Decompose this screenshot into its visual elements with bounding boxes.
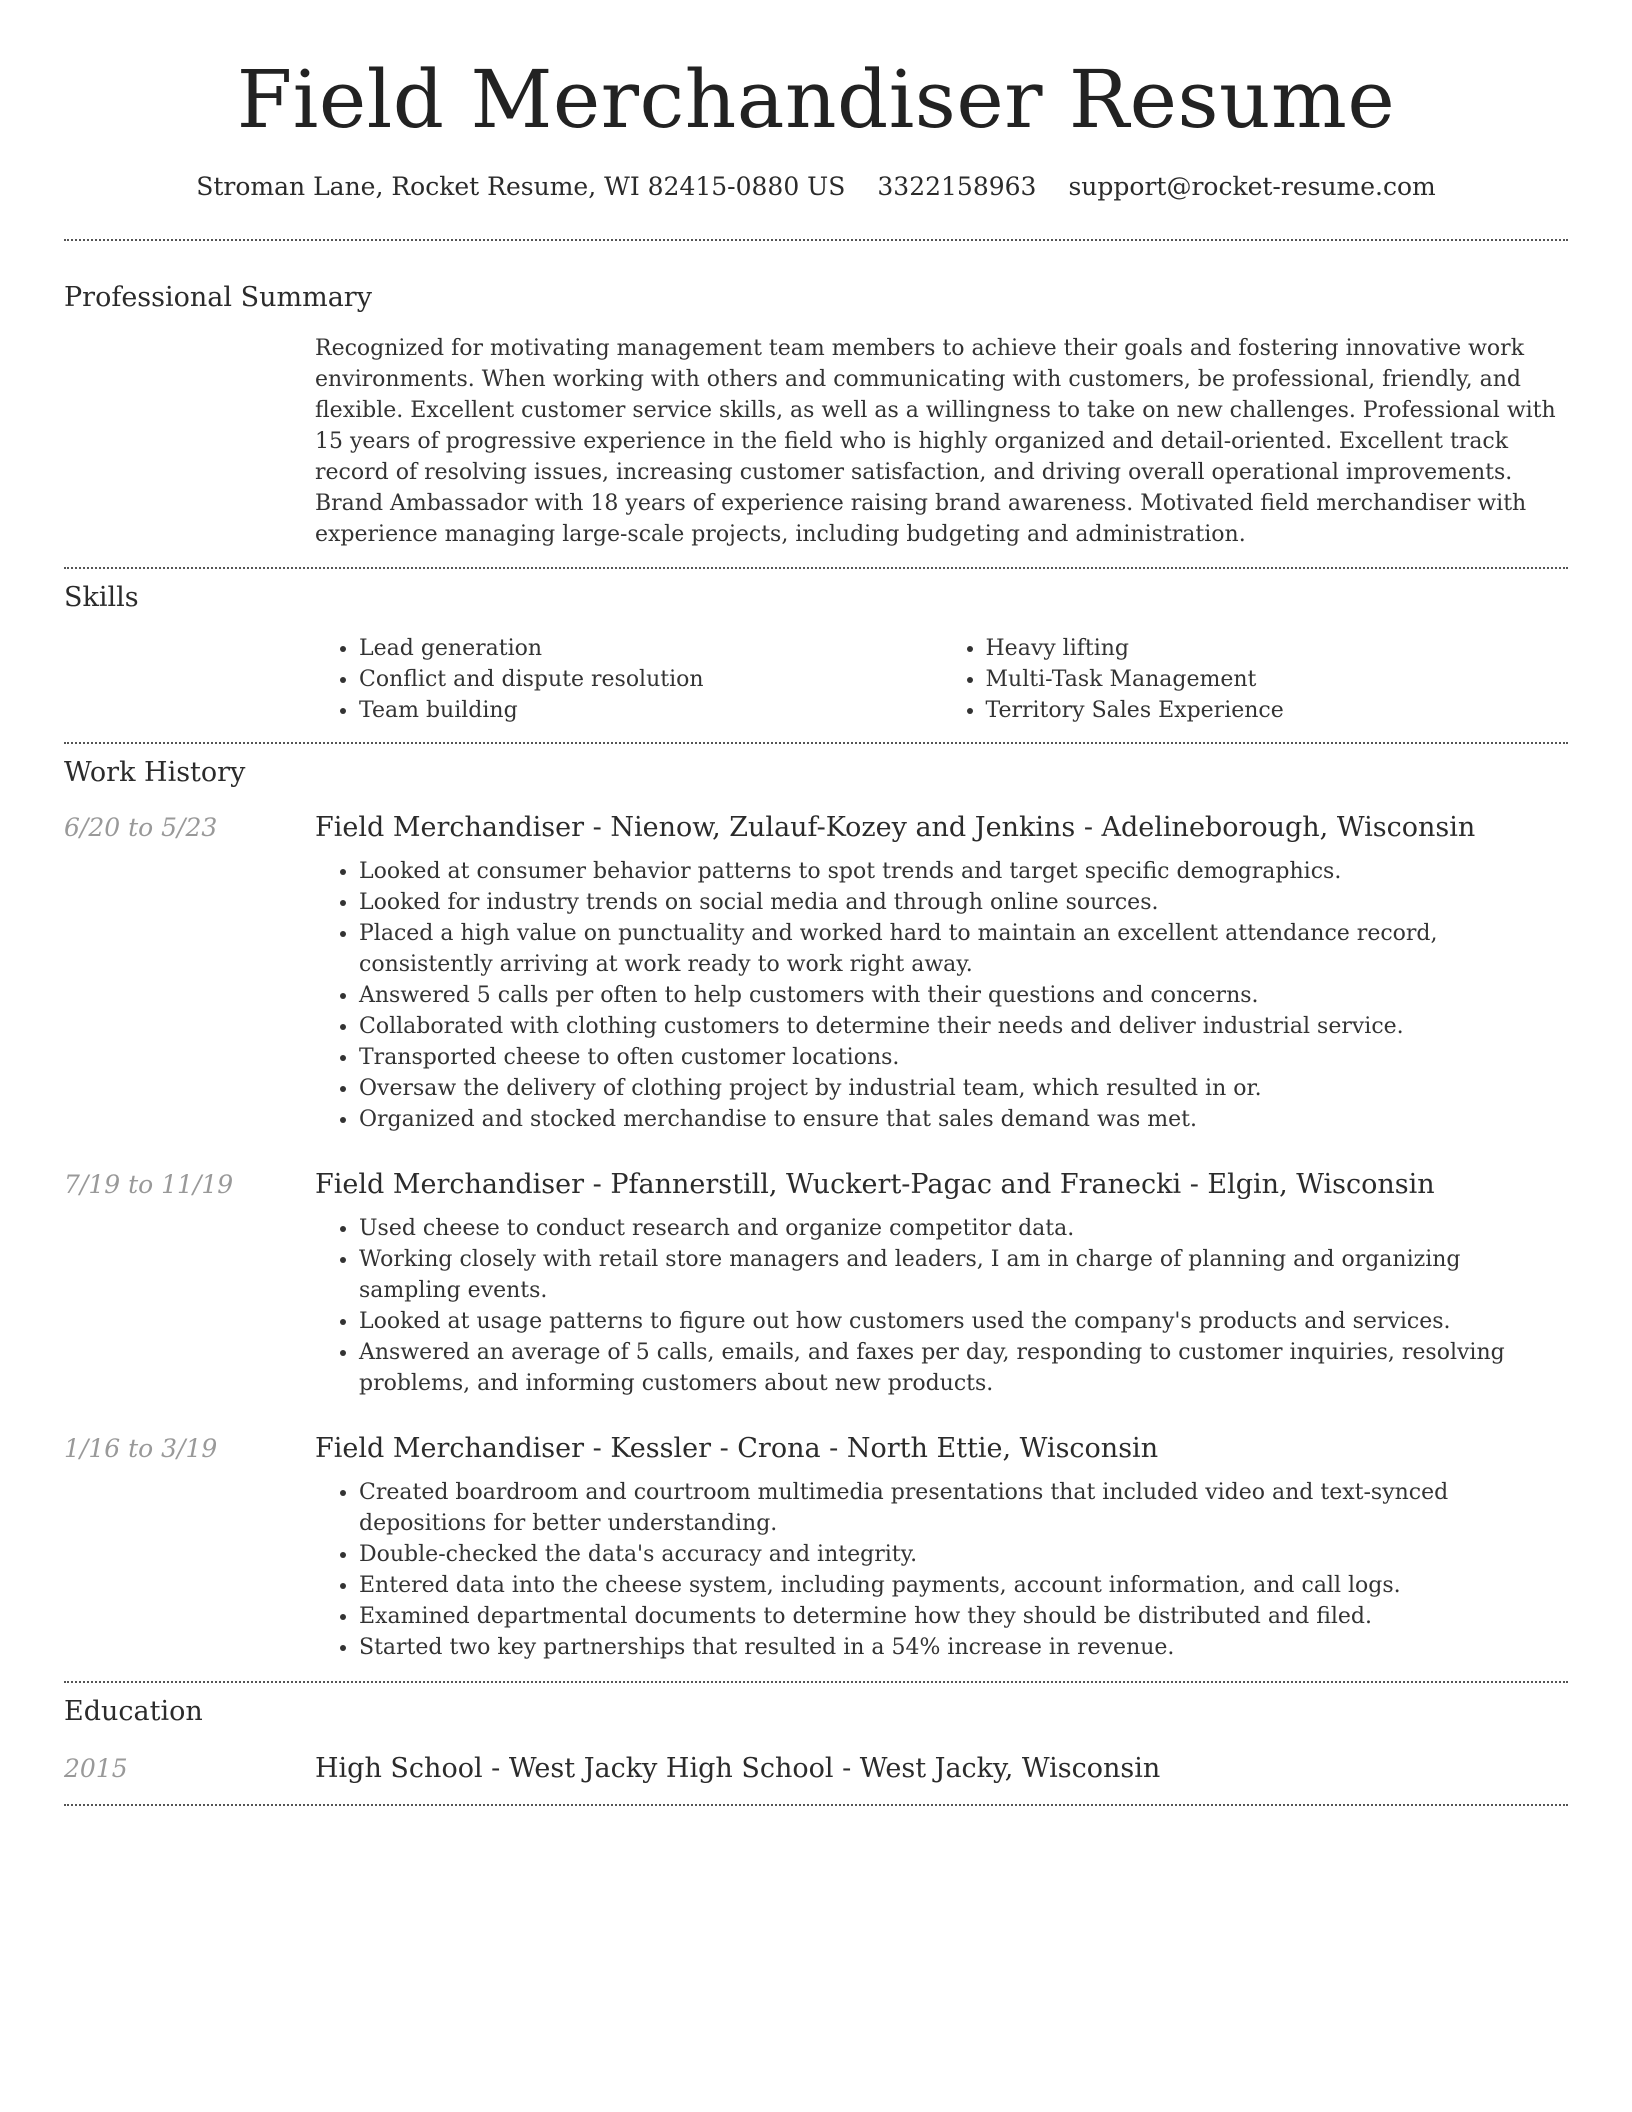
skill-item: • Heavy lifting: [986, 633, 1569, 664]
job-bullet: • Entered data into the cheese system, including payments, account information, and call logs.: [359, 1570, 1568, 1601]
skills-section: [64, 569, 1568, 726]
job-bullet: • Transported cheese to often customer locations.: [359, 1042, 1568, 1073]
skill-item: • Conflict and dispute resolution: [359, 664, 942, 695]
education-year: 2015: [64, 1754, 128, 1783]
summary-section: [64, 241, 1568, 550]
contact-line: [64, 172, 1568, 201]
job-bullet: • Answered 5 calls per often to help customers with their questions and concerns.: [359, 980, 1568, 1011]
job-entry: [64, 812, 1568, 1135]
divider: [64, 1804, 1568, 1806]
work-section: [64, 744, 1568, 1663]
contact-email: support@rocket-resume.com: [1068, 172, 1436, 201]
job-entry: [64, 1433, 1568, 1663]
skills-heading: Skills: [64, 582, 139, 613]
job-heading: Field Merchandiser - Nienow, Zulauf-Kozey and Jenkins - Adelineborough, Wisconsin: [315, 812, 1476, 843]
job-bullet: • Placed a high value on punctuality and worked hard to maintain an excellent attendance record, consistently arriving at work ready to work right away.: [359, 918, 1568, 980]
job-dates: 7/19 to 11/19: [64, 1170, 234, 1199]
summary-heading: Professional Summary: [64, 282, 372, 313]
job-bullet: • Started two key partnerships that resulted in a 54% increase in revenue.: [359, 1632, 1568, 1663]
job-heading: Field Merchandiser - Kessler - Crona - North Ettie, Wisconsin: [315, 1433, 1159, 1464]
job-dates: 1/16 to 3/19: [64, 1434, 218, 1463]
job-bullet: • Organized and stocked merchandise to ensure that sales demand was met.: [359, 1104, 1568, 1135]
skill-item: • Territory Sales Experience: [986, 695, 1569, 726]
education-heading: Education: [64, 1696, 203, 1727]
job-bullet: • Examined departmental documents to determine how they should be distributed and filed.: [359, 1601, 1568, 1632]
job-bullets: [315, 856, 1568, 1135]
job-bullet: • Used cheese to conduct research and organize competitor data.: [359, 1213, 1568, 1244]
education-heading-line: High School - West Jacky High School - West Jacky, Wisconsin: [315, 1753, 1161, 1784]
job-entry: [64, 1169, 1568, 1399]
skill-item: • Lead generation: [359, 633, 942, 664]
resume-header: [64, 0, 1568, 201]
job-bullet: • Collaborated with clothing customers to determine their needs and deliver industrial service.: [359, 1011, 1568, 1042]
job-heading: Field Merchandiser - Pfannerstill, Wuckert-Pagac and Franecki - Elgin, Wisconsin: [315, 1169, 1435, 1200]
skills-list-right: [942, 633, 1569, 726]
job-bullet: • Created boardroom and courtroom multimedia presentations that included video and text-synced depositions for better understanding.: [359, 1477, 1568, 1539]
job-bullet: • Looked at consumer behavior patterns to spot trends and target specific demographics.: [359, 856, 1568, 887]
education-entry: [64, 1753, 1568, 1784]
work-heading: Work History: [64, 757, 246, 788]
job-bullets: [315, 1213, 1568, 1399]
job-bullet: • Oversaw the delivery of clothing project by industrial team, which resulted in or.: [359, 1073, 1568, 1104]
job-bullets: [315, 1477, 1568, 1663]
skill-item: • Team building: [359, 695, 942, 726]
job-dates: 6/20 to 5/23: [64, 813, 218, 842]
summary-text: Recognized for motivating management team members to achieve their goals and fostering innovative work environments. When working with others and communicating with customers, be professional, friendly, and flexible. Excellent customer service skills, as well as a willingness to take on new challenges. Professional with 15 years of progressive experience in the field who is highly organized and detail-oriented. Excellent track record of resolving issues, increasing customer satisfaction, and driving overall operational improvements. Brand Ambassador with 18 years of experience raising brand awareness. Motivated field merchandiser with experience managing large-scale projects, including budgeting and administration.: [315, 336, 1556, 547]
job-bullet: • Answered an average of 5 calls, emails, and faxes per day, responding to customer inquiries, resolving problems, and informing customers about new products.: [359, 1337, 1568, 1399]
job-bullet: • Working closely with retail store managers and leaders, I am in charge of planning and organizing sampling events.: [359, 1244, 1568, 1306]
job-bullet: • Looked for industry trends on social media and through online sources.: [359, 887, 1568, 918]
skills-list-left: [315, 633, 942, 726]
education-section: [64, 1683, 1568, 1784]
contact-address: Stroman Lane, Rocket Resume, WI 82415-0880 US: [196, 172, 846, 201]
job-bullet: • Looked at usage patterns to figure out how customers used the company's products and services.: [359, 1306, 1568, 1337]
resume-title: Field Merchandiser Resume: [236, 53, 1396, 146]
job-bullet: • Double-checked the data's accuracy and integrity.: [359, 1539, 1568, 1570]
contact-phone: 3322158963: [877, 172, 1037, 201]
skill-item: • Multi-Task Management: [986, 664, 1569, 695]
